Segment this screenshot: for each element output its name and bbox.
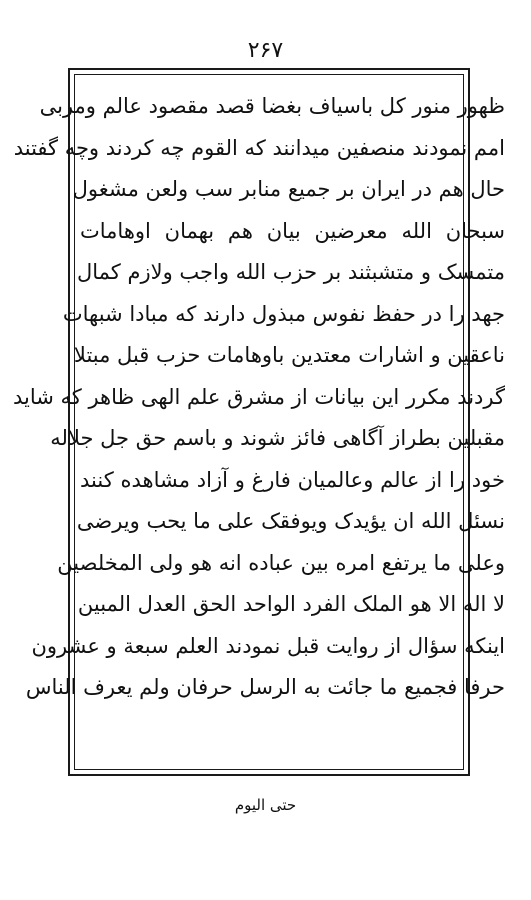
page-number: ۲۶۷ xyxy=(247,38,284,63)
text-line: ظهور منور کل باسیاف بغضا قصد مقصود عالم ومربی xyxy=(39,94,505,118)
text-line: جهد را در حفظ نفوس مبذول دارند که مبادا شبهات xyxy=(62,301,505,326)
text-line: امم نمودند منصفین میدانند که القوم چه کردند وچه گفتند xyxy=(13,135,505,160)
text-line: ناعقین و اشارات معتدین باوهامات حزب قبل مبتلا xyxy=(73,343,505,367)
text-line: متمسک و متشبثند بر حزب الله واجب ولازم کمال xyxy=(77,260,505,284)
text-line: حرفا فجمیع ما جائت به الرسل حرفان ولم یعرف الناس xyxy=(25,675,505,699)
text-line: اینکه سؤال از روایت قبل نمودند العلم سبعة و عشرون xyxy=(31,633,505,658)
text-line: لا اله الا هو الملک الفرد الواحد الحق العدل المبین xyxy=(77,592,505,616)
text-line: مقبلین بطراز آگاهی فائز شوند و باسم حق جل جلاله xyxy=(50,426,505,450)
text-line: حال هم در ایران بر جمیع منابر سب ولعن مشغول xyxy=(72,177,505,201)
text-line: نسئل الله ان یؤیدک ویوفقک علی ما یحب ویرضی xyxy=(76,509,505,533)
manuscript-text xyxy=(13,86,505,776)
text-line: وعلی ما یرتفع امره بین عباده انه هو ولی المخلصین xyxy=(57,550,505,575)
text-line: گردند مکرر این بیانات از مشرق علم الهی ظاهر که شاید xyxy=(13,384,505,409)
catchword: حتی الیوم xyxy=(234,796,297,814)
text-line: سبحان الله معرضین بیان هم بهمان اوهامات xyxy=(80,218,505,243)
text-line: خود را از عالم وعالمیان فارغ و آزاد مشاهده کنند xyxy=(80,467,505,492)
